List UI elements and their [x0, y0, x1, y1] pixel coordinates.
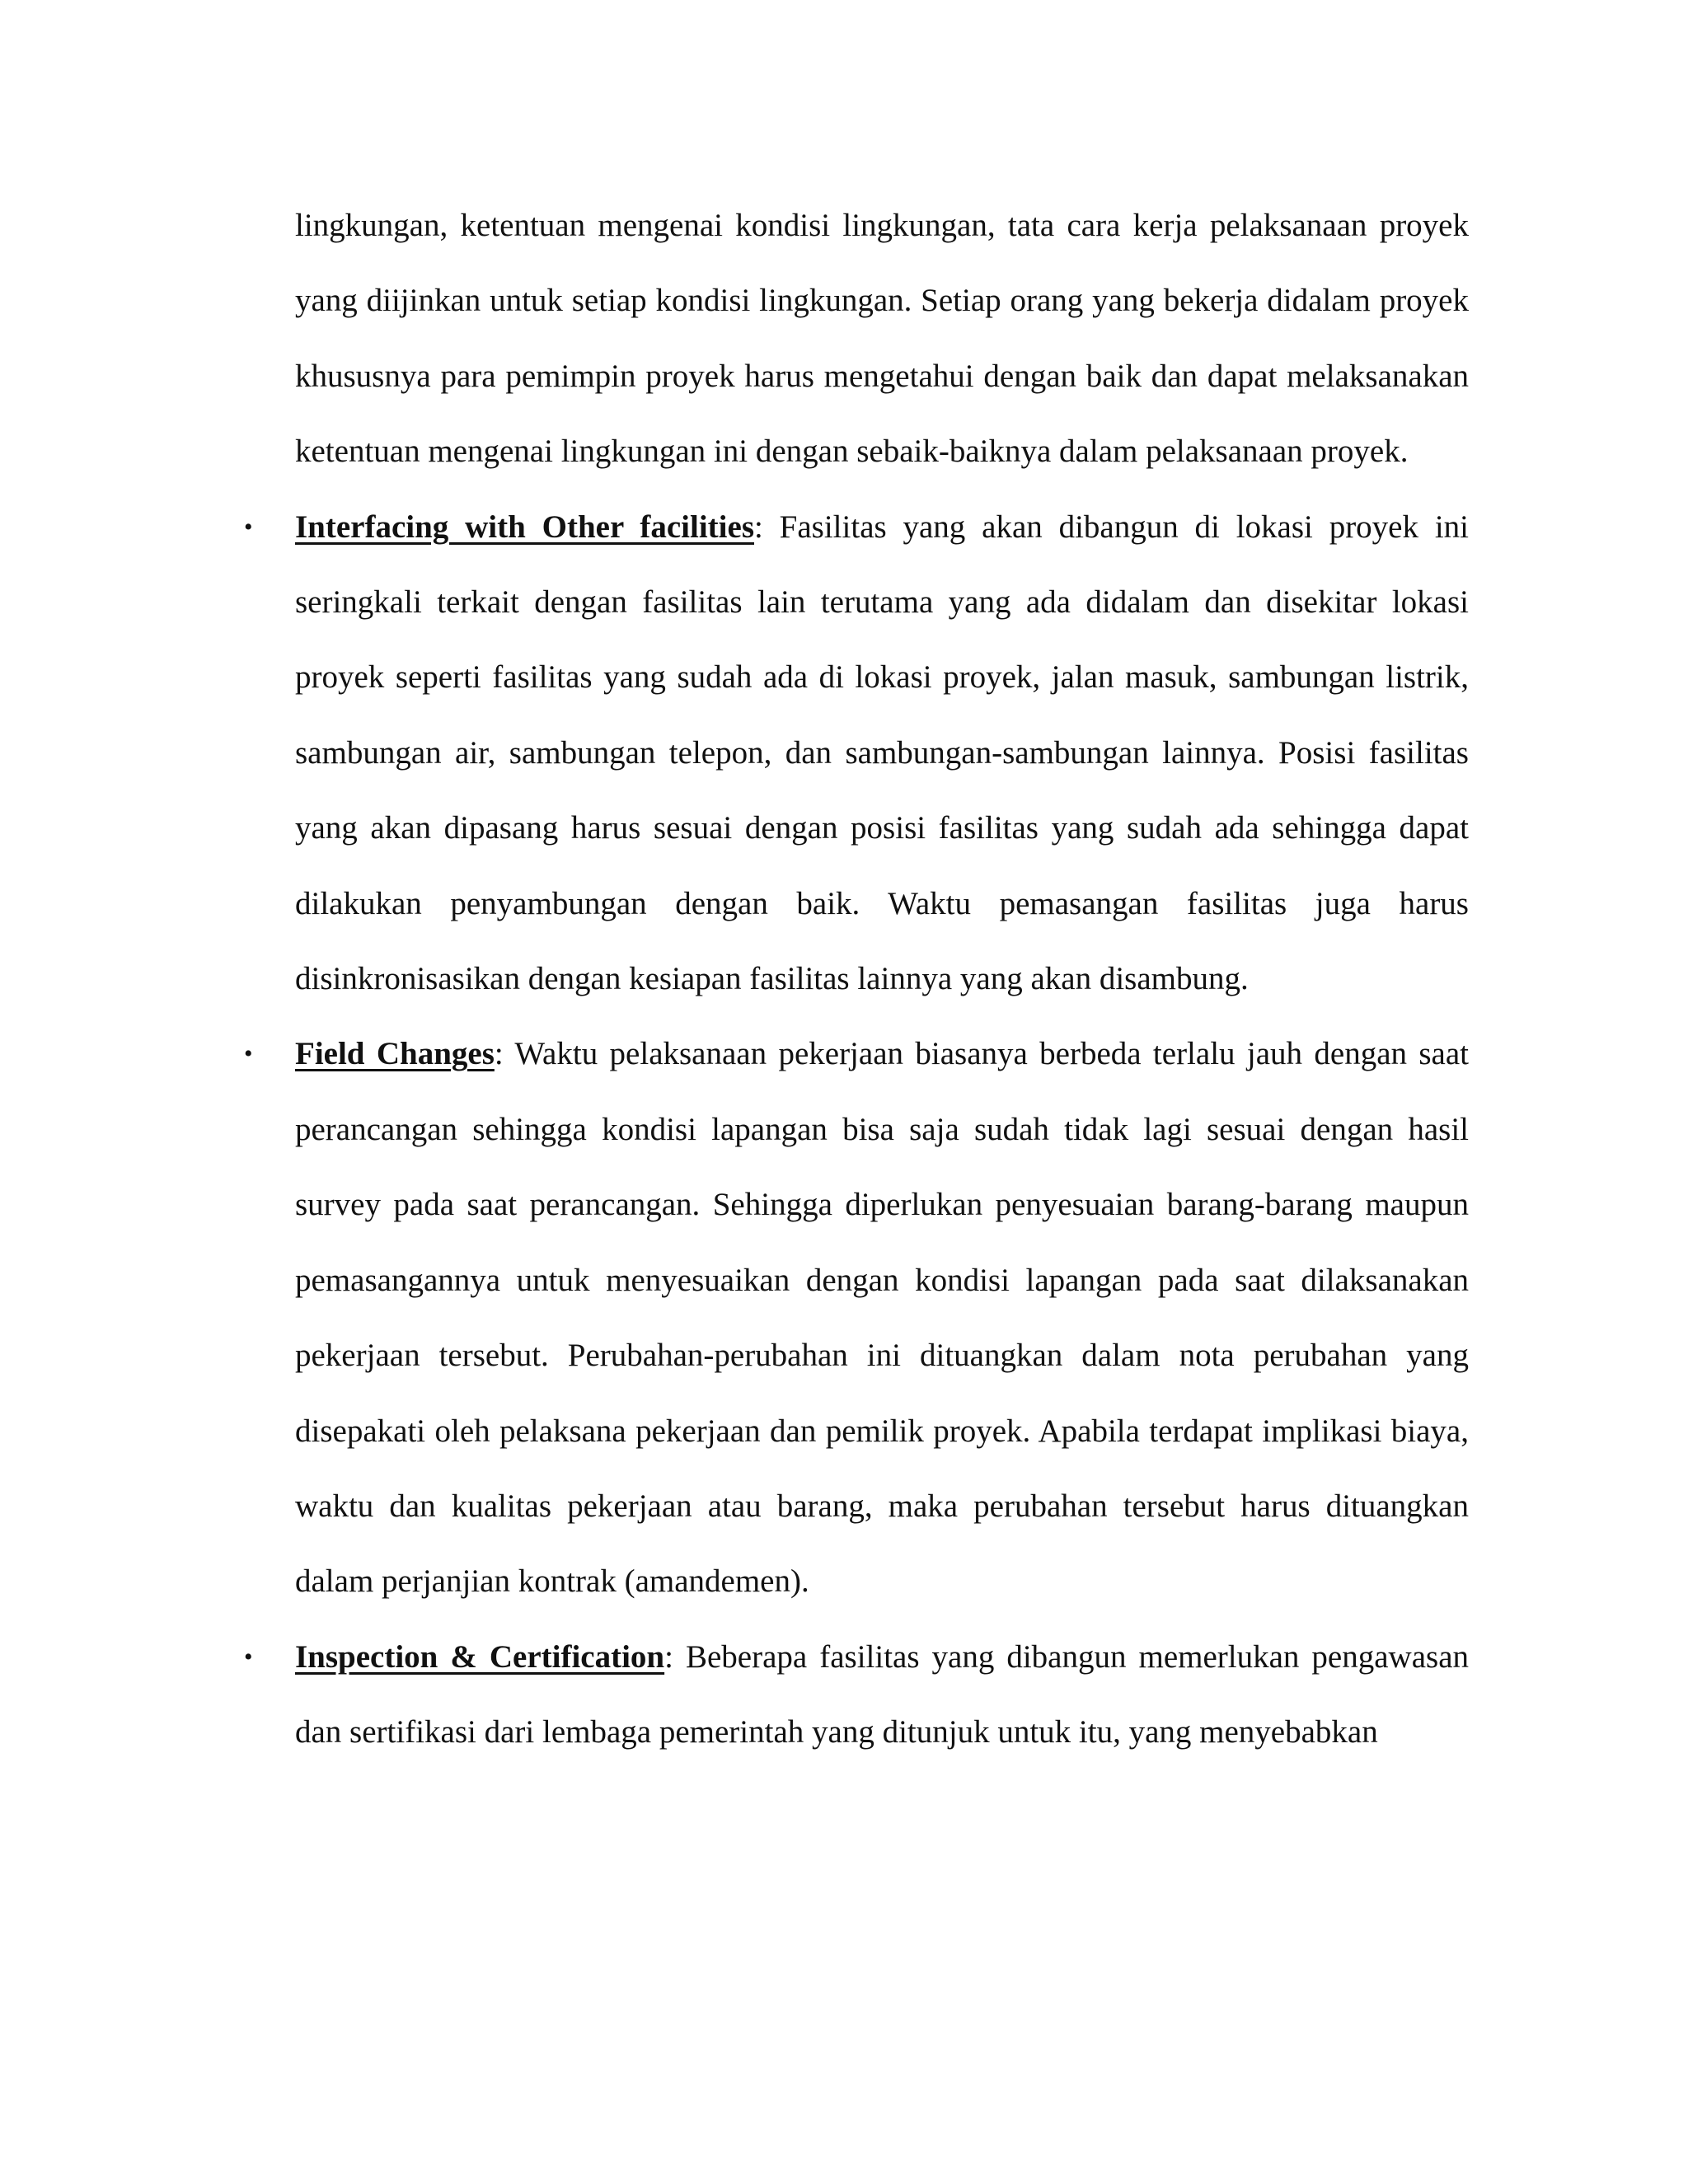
bullet-icon: • [244, 1643, 253, 1671]
list-item-inspection [244, 1619, 1469, 1770]
document-body [244, 188, 1469, 1770]
intro-paragraph: lingkungan, ketentuan mengenai kondisi lingkungan, tata cara kerja pelaksanaan proyek yang diijinkan untuk setiap kondisi lingkungan. Setiap orang yang bekerja didalam proyek khususnya para pemimpin proyek harus mengetahui dengan baik dan dapat melaksanakan ketentuan mengenai lingkungan ini dengan sebaik-baiknya dalam pelaksanaan proyek. [295, 208, 1469, 470]
list-item-interfacing [244, 490, 1469, 1017]
bullet-icon: • [244, 513, 253, 541]
item-body-interfacing: Fasilitas yang akan dibangun di lokasi proyek ini seringkali terkait dengan fasilitas lain terutama yang ada didalam dan disekitar lokasi proyek seperti fasilitas yang sudah ada di lokasi proyek, jalan masuk, sambungan listrik, sambungan air, sambungan telepon, dan sambungan-sambungan lainnya. Posisi fasilitas yang akan dipasang harus sesuai dengan posisi fasilitas yang sudah ada sehingga dapat dilakukan penyambungan dengan baik. Waktu pemasangan fasilitas juga harus disinkronisasikan dengan kesiapan fasilitas lainnya yang akan disambung. [295, 509, 1469, 997]
term-field-changes: Field Changes [295, 1036, 495, 1072]
list-item-field-changes [244, 1016, 1469, 1619]
term-separator: : [664, 1638, 673, 1675]
bullet-icon: • [244, 1040, 253, 1068]
term-separator: : [494, 1036, 504, 1072]
term-interfacing: Interfacing with Other facilities [295, 509, 754, 545]
bullet-list [244, 490, 1469, 1770]
term-inspection: Inspection & Certification [295, 1638, 665, 1675]
item-body-inspection: Beberapa fasilitas yang dibangun memerlukan pengawasan dan sertifikasi dari lembaga pemerintah yang ditunjuk untuk itu, yang menyebabkan [295, 1638, 1469, 1750]
term-separator: : [754, 509, 763, 545]
item-body-field-changes: Waktu pelaksanaan pekerjaan biasanya berbeda terlalu jauh dengan saat perancangan sehingga kondisi lapangan bisa saja sudah tidak lagi sesuai dengan hasil survey pada saat perancangan. Sehingga diperlukan penyesuaian barang-barang maupun pemasangannya untuk menyesuaikan dengan kondisi lapangan pada saat dilaksanakan pekerjaan tersebut. Perubahan-perubahan ini dituangkan dalam nota perubahan yang disepakati oleh pelaksana pekerjaan dan pemilik proyek. Apabila terdapat implikasi biaya, waktu dan kualitas pekerjaan atau barang, maka perubahan tersebut harus dituangkan dalam perjanjian kontrak (amandemen). [295, 1036, 1469, 1600]
